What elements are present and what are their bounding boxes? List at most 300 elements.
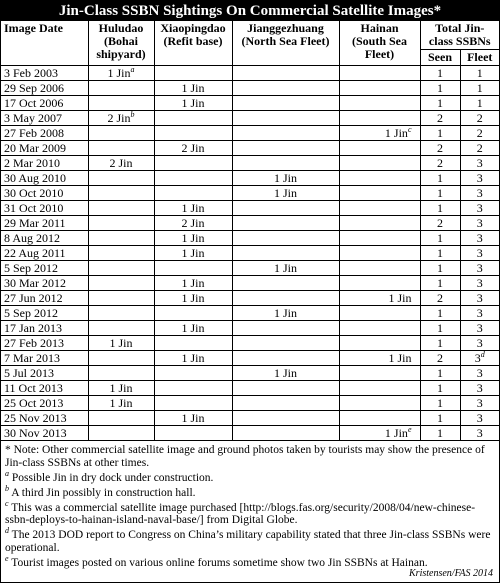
cell-date (1, 216, 88, 231)
table-row (1, 351, 499, 366)
footnote (5, 526, 495, 554)
cell-hainan (339, 306, 420, 321)
cell-hainan (339, 141, 420, 156)
cell-huludao-text: 1 Jin (109, 335, 133, 350)
table-row (1, 321, 499, 336)
cell-xiaopingdao (154, 231, 232, 246)
cell-seen-text: 2 (437, 110, 443, 125)
cell-hainan (339, 111, 420, 126)
footnote-marker: b (130, 109, 135, 119)
cell-seen-text: 1 (437, 200, 443, 215)
cell-fleet (460, 141, 499, 156)
cell-seen (420, 156, 460, 171)
cell-jianggezhuang (232, 381, 339, 396)
cell-xiaopingdao (154, 336, 232, 351)
cell-fleet-text: 3 (476, 170, 483, 185)
table-row (1, 126, 499, 141)
cell-xiaopingdao (154, 291, 232, 306)
cell-seen-text: 1 (437, 320, 443, 335)
cell-huludao (88, 321, 154, 336)
table-row (1, 276, 499, 291)
cell-jianggezhuang (232, 366, 339, 381)
cell-jianggezhuang (232, 396, 339, 411)
cell-seen-text: 1 (437, 185, 443, 200)
cell-date (1, 81, 88, 96)
table-row (1, 306, 499, 321)
col-header-hainan: Hainan (South Sea Fleet) (339, 21, 420, 66)
cell-fleet (460, 126, 499, 141)
cell-fleet-text: 1 (476, 95, 483, 110)
cell-seen (420, 96, 460, 111)
cell-fleet (460, 171, 499, 186)
cell-date (1, 321, 88, 336)
cell-xiaopingdao-text: 1 Jin (181, 410, 205, 425)
table-row (1, 336, 499, 351)
cell-hainan (339, 381, 420, 396)
footnote-text: This was a commercial satellite image purchased [http://blogs.fas.org/security/2008/04/new-chinese-ssbn-deploys-to-hainan-island-naval-base/] from Digital Globe. (5, 501, 476, 526)
cell-fleet-text: 3 (476, 290, 483, 305)
table-row (1, 381, 499, 396)
cell-xiaopingdao-text: 1 Jin (181, 230, 205, 245)
cell-hainan (339, 66, 420, 81)
cell-fleet-text: 2 (476, 140, 483, 155)
cell-fleet-text: 2 (476, 110, 483, 125)
cell-seen-text: 1 (437, 260, 443, 275)
cell-xiaopingdao-text: 1 Jin (181, 200, 205, 215)
cell-fleet (460, 156, 499, 171)
cell-huludao-text: 1 Jin (109, 395, 133, 410)
cell-fleet (460, 96, 499, 111)
cell-jianggezhuang (232, 351, 339, 366)
cell-seen-text: 1 (437, 65, 443, 80)
footnote-marker: d (480, 349, 485, 359)
col-header-jianggezhuang: Jianggezhuang (North Sea Fleet) (232, 21, 339, 66)
cell-xiaopingdao (154, 306, 232, 321)
table-row (1, 81, 499, 96)
cell-date (1, 141, 88, 156)
cell-fleet-text: 3 (476, 230, 483, 245)
cell-date-text: 30 Nov 2013 (4, 425, 67, 440)
cell-seen (420, 426, 460, 441)
table-row (1, 396, 499, 411)
cell-fleet (460, 216, 499, 231)
cell-seen (420, 336, 460, 351)
footnote (5, 498, 495, 527)
cell-seen (420, 141, 460, 156)
cell-hainan-text: 1 Jin (384, 125, 408, 140)
cell-date (1, 381, 88, 396)
cell-date-text: 31 Oct 2010 (4, 200, 64, 215)
cell-jianggezhuang (232, 246, 339, 261)
cell-fleet-text: 3 (476, 365, 483, 380)
cell-seen (420, 216, 460, 231)
cell-huludao (88, 366, 154, 381)
cell-fleet (460, 366, 499, 381)
cell-hainan (339, 336, 420, 351)
cell-fleet (460, 336, 499, 351)
cell-fleet (460, 291, 499, 306)
cell-hainan (339, 171, 420, 186)
cell-fleet (460, 246, 499, 261)
cell-xiaopingdao (154, 366, 232, 381)
cell-hainan (339, 411, 420, 426)
cell-fleet (460, 306, 499, 321)
cell-xiaopingdao (154, 396, 232, 411)
cell-seen (420, 66, 460, 81)
cell-seen (420, 291, 460, 306)
cell-date (1, 156, 88, 171)
cell-date-text: 25 Oct 2013 (4, 395, 64, 410)
cell-huludao (88, 96, 154, 111)
cell-jianggezhuang (232, 126, 339, 141)
cell-date (1, 201, 88, 216)
cell-xiaopingdao-text: 1 Jin (181, 320, 205, 335)
cell-hainan (339, 96, 420, 111)
cell-huludao (88, 111, 154, 126)
cell-seen-text: 2 (437, 215, 443, 230)
cell-fleet (460, 81, 499, 96)
cell-seen (420, 396, 460, 411)
cell-fleet-text: 3 (476, 410, 483, 425)
cell-jianggezhuang (232, 186, 339, 201)
cell-fleet-text: 1 (476, 80, 483, 95)
cell-seen-text: 1 (437, 125, 443, 140)
cell-jianggezhuang (232, 336, 339, 351)
cell-hainan (339, 216, 420, 231)
cell-fleet-text: 3 (476, 305, 483, 320)
cell-fleet-text: 3 (476, 215, 483, 230)
cell-jianggezhuang (232, 201, 339, 216)
cell-fleet (460, 201, 499, 216)
cell-hainan (339, 351, 420, 366)
cell-date-text: 30 Aug 2010 (4, 170, 67, 185)
cell-hainan (339, 396, 420, 411)
footnote-text: Note: Other commercial satellite image and ground photos taken by tourists may show the presence of Jin-class SSBNs at other times. (5, 444, 485, 469)
table-row (1, 261, 499, 276)
cell-date-text: 30 Oct 2010 (4, 185, 64, 200)
table-row (1, 96, 499, 111)
cell-date (1, 246, 88, 261)
cell-seen-text: 1 (437, 95, 443, 110)
cell-seen (420, 81, 460, 96)
cell-seen (420, 246, 460, 261)
footnote-text: The 2013 DOD report to Congress on China’s military capability stated that three Jin-class SSBNs were operational. (5, 529, 491, 554)
cell-xiaopingdao (154, 156, 232, 171)
cell-jianggezhuang (232, 276, 339, 291)
cell-hainan (339, 426, 420, 441)
cell-xiaopingdao-text: 2 Jin (181, 140, 205, 155)
cell-date (1, 171, 88, 186)
cell-seen-text: 1 (437, 410, 443, 425)
table-row (1, 156, 499, 171)
cell-hainan (339, 321, 420, 336)
cell-xiaopingdao-text: 1 Jin (181, 275, 205, 290)
cell-huludao (88, 156, 154, 171)
cell-hainan (339, 126, 420, 141)
cell-seen (420, 321, 460, 336)
cell-fleet (460, 396, 499, 411)
cell-huludao (88, 261, 154, 276)
cell-hainan (339, 231, 420, 246)
cell-fleet-text: 3 (476, 335, 483, 350)
footnote-marker: a (130, 64, 135, 74)
footnote (5, 468, 495, 485)
cell-jianggezhuang (232, 171, 339, 186)
cell-date-text: 22 Aug 2011 (4, 245, 66, 260)
footnote-mark: b (5, 483, 9, 493)
cell-xiaopingdao-text: 2 Jin (181, 215, 205, 230)
cell-seen (420, 411, 460, 426)
cell-date (1, 96, 88, 111)
cell-date-text: 11 Oct 2013 (4, 380, 63, 395)
cell-huludao-text: 2 Jin (107, 110, 131, 125)
cell-xiaopingdao (154, 261, 232, 276)
cell-huludao (88, 276, 154, 291)
cell-jianggezhuang-text: 1 Jin (273, 260, 297, 275)
cell-fleet-text: 3 (476, 155, 483, 170)
cell-date-text: 25 Nov 2013 (4, 410, 67, 425)
cell-xiaopingdao (154, 111, 232, 126)
cell-xiaopingdao (154, 411, 232, 426)
cell-date (1, 261, 88, 276)
cell-huludao (88, 216, 154, 231)
cell-date-text: 17 Jan 2013 (4, 320, 62, 335)
cell-date (1, 291, 88, 306)
cell-xiaopingdao (154, 351, 232, 366)
cell-seen (420, 381, 460, 396)
cell-xiaopingdao (154, 216, 232, 231)
cell-hainan (339, 81, 420, 96)
cell-fleet (460, 411, 499, 426)
table-row (1, 426, 499, 441)
cell-seen-text: 1 (437, 275, 443, 290)
cell-xiaopingdao (154, 126, 232, 141)
table-row (1, 366, 499, 381)
cell-hainan-text: 1 Jin (384, 425, 408, 440)
cell-jianggezhuang (232, 81, 339, 96)
cell-fleet-text: 3 (476, 380, 483, 395)
cell-seen (420, 231, 460, 246)
cell-hainan (339, 291, 420, 306)
cell-seen-text: 2 (437, 155, 443, 170)
cell-fleet (460, 261, 499, 276)
sightings-table (1, 21, 499, 441)
cell-date-text: 5 Jul 2013 (4, 365, 55, 380)
footnote-marker: c (407, 124, 412, 134)
table-row (1, 216, 499, 231)
cell-seen-text: 1 (437, 395, 443, 410)
cell-xiaopingdao (154, 201, 232, 216)
footnote-mark: * (5, 444, 11, 456)
footnote (5, 444, 495, 469)
cell-date-text: 27 Feb 2013 (4, 335, 64, 350)
table-row (1, 201, 499, 216)
cell-seen-text: 1 (437, 335, 443, 350)
table-row (1, 411, 499, 426)
cell-seen (420, 351, 460, 366)
cell-jianggezhuang (232, 66, 339, 81)
table-row (1, 66, 499, 81)
table-row (1, 171, 499, 186)
cell-hainan (339, 156, 420, 171)
cell-fleet-text: 3 (476, 245, 483, 260)
cell-fleet-text: 3 (476, 260, 483, 275)
cell-fleet-text: 1 (476, 65, 483, 80)
cell-hainan (339, 246, 420, 261)
cell-xiaopingdao (154, 81, 232, 96)
cell-seen (420, 111, 460, 126)
cell-date (1, 396, 88, 411)
credit-line: Kristensen/FAS 2014 (409, 568, 493, 579)
cell-jianggezhuang (232, 156, 339, 171)
cell-huludao-text: 2 Jin (109, 155, 133, 170)
cell-seen-text: 1 (437, 170, 443, 185)
cell-xiaopingdao-text: 1 Jin (181, 80, 205, 95)
cell-date (1, 411, 88, 426)
cell-date-text: 30 Mar 2012 (4, 275, 66, 290)
cell-date-text: 29 Sep 2006 (4, 80, 64, 95)
cell-date (1, 111, 88, 126)
cell-huludao (88, 201, 154, 216)
cell-seen (420, 171, 460, 186)
cell-date-text: 7 Mar 2013 (4, 350, 60, 365)
cell-jianggezhuang (232, 291, 339, 306)
cell-date (1, 306, 88, 321)
cell-hainan (339, 201, 420, 216)
cell-jianggezhuang (232, 411, 339, 426)
cell-jianggezhuang (232, 216, 339, 231)
cell-jianggezhuang (232, 111, 339, 126)
cell-huludao (88, 231, 154, 246)
cell-date-text: 17 Oct 2006 (4, 95, 64, 110)
cell-seen (420, 261, 460, 276)
cell-xiaopingdao (154, 321, 232, 336)
table-body (1, 66, 499, 441)
cell-hainan (339, 276, 420, 291)
cell-date-text: 3 May 2007 (4, 110, 62, 125)
cell-fleet (460, 381, 499, 396)
cell-seen-text: 2 (437, 140, 443, 155)
cell-huludao (88, 186, 154, 201)
cell-seen-text: 1 (437, 80, 443, 95)
cell-fleet-text: 3 (476, 395, 483, 410)
cell-xiaopingdao (154, 96, 232, 111)
cell-date (1, 231, 88, 246)
footnote-text: Tourist images posted on various online forums sometime show two Jin SSBNs at Hainan. (8, 556, 428, 569)
cell-huludao (88, 306, 154, 321)
cell-huludao-text: 1 Jin (109, 380, 133, 395)
footnote-text: Possible Jin in dry dock under construction. (9, 471, 214, 484)
footnotes (1, 441, 499, 569)
cell-fleet (460, 186, 499, 201)
cell-seen-text: 1 (437, 380, 443, 395)
cell-huludao (88, 81, 154, 96)
cell-seen-text: 2 (437, 290, 443, 305)
cell-date-text: 5 Sep 2012 (4, 305, 58, 320)
cell-hainan (339, 366, 420, 381)
col-header-huludao: Huludao (Bohai shipyard) (88, 21, 154, 66)
cell-date (1, 66, 88, 81)
footnote-mark: c (5, 498, 9, 508)
col-header-date: Image Date (1, 21, 88, 66)
cell-huludao (88, 171, 154, 186)
cell-xiaopingdao-text: 1 Jin (181, 245, 205, 260)
cell-jianggezhuang (232, 141, 339, 156)
cell-seen (420, 276, 460, 291)
cell-huludao-text: 1 Jin (107, 65, 131, 80)
cell-xiaopingdao (154, 171, 232, 186)
table-row (1, 141, 499, 156)
cell-hainan-text: 1 Jin (388, 350, 412, 365)
cell-date-text: 29 Mar 2011 (4, 215, 66, 230)
cell-jianggezhuang (232, 426, 339, 441)
cell-xiaopingdao (154, 66, 232, 81)
cell-seen (420, 126, 460, 141)
cell-fleet (460, 276, 499, 291)
cell-seen (420, 201, 460, 216)
cell-fleet-text: 3 (476, 185, 483, 200)
cell-date-text: 27 Jun 2012 (4, 290, 63, 305)
col-header-total: Total Jin-class SSBNs (420, 21, 499, 50)
cell-date-text: 2 Mar 2010 (4, 155, 60, 170)
cell-date-text: 8 Aug 2012 (4, 230, 61, 245)
cell-huludao (88, 396, 154, 411)
cell-huludao (88, 291, 154, 306)
cell-date-text: 5 Sep 2012 (4, 260, 58, 275)
cell-seen-text: 1 (437, 425, 443, 440)
cell-xiaopingdao (154, 381, 232, 396)
cell-huludao (88, 126, 154, 141)
cell-jianggezhuang-text: 1 Jin (273, 185, 297, 200)
cell-huludao (88, 246, 154, 261)
cell-date (1, 336, 88, 351)
cell-date-text: 3 Feb 2003 (4, 65, 58, 80)
cell-xiaopingdao (154, 276, 232, 291)
cell-seen (420, 366, 460, 381)
col-header-xiaopingdao: Xiaopingdao (Refit base) (154, 21, 232, 66)
footnote-mark: e (5, 553, 9, 563)
cell-huludao (88, 66, 154, 81)
cell-seen-text: 1 (437, 230, 443, 245)
cell-fleet (460, 321, 499, 336)
footnote-marker: e (407, 424, 412, 434)
cell-huludao (88, 351, 154, 366)
cell-fleet (460, 66, 499, 81)
cell-date (1, 186, 88, 201)
table-row (1, 111, 499, 126)
table-row (1, 186, 499, 201)
cell-huludao (88, 381, 154, 396)
table-title: Jin-Class SSBN Sightings On Commercial Satellite Images* (1, 1, 499, 21)
cell-fleet (460, 426, 499, 441)
cell-huludao (88, 141, 154, 156)
cell-seen-text: 1 (437, 365, 443, 380)
cell-xiaopingdao-text: 1 Jin (181, 290, 205, 305)
col-header-fleet: Fleet (460, 50, 499, 66)
cell-hainan (339, 261, 420, 276)
table-row (1, 246, 499, 261)
cell-xiaopingdao-text: 1 Jin (181, 350, 205, 365)
cell-jianggezhuang (232, 261, 339, 276)
cell-huludao (88, 411, 154, 426)
cell-xiaopingdao (154, 426, 232, 441)
cell-jianggezhuang (232, 231, 339, 246)
cell-date-text: 27 Feb 2008 (4, 125, 64, 140)
cell-fleet-text: 3 (476, 320, 483, 335)
cell-jianggezhuang (232, 96, 339, 111)
cell-seen-text: 1 (437, 245, 443, 260)
cell-jianggezhuang-text: 1 Jin (273, 365, 297, 380)
